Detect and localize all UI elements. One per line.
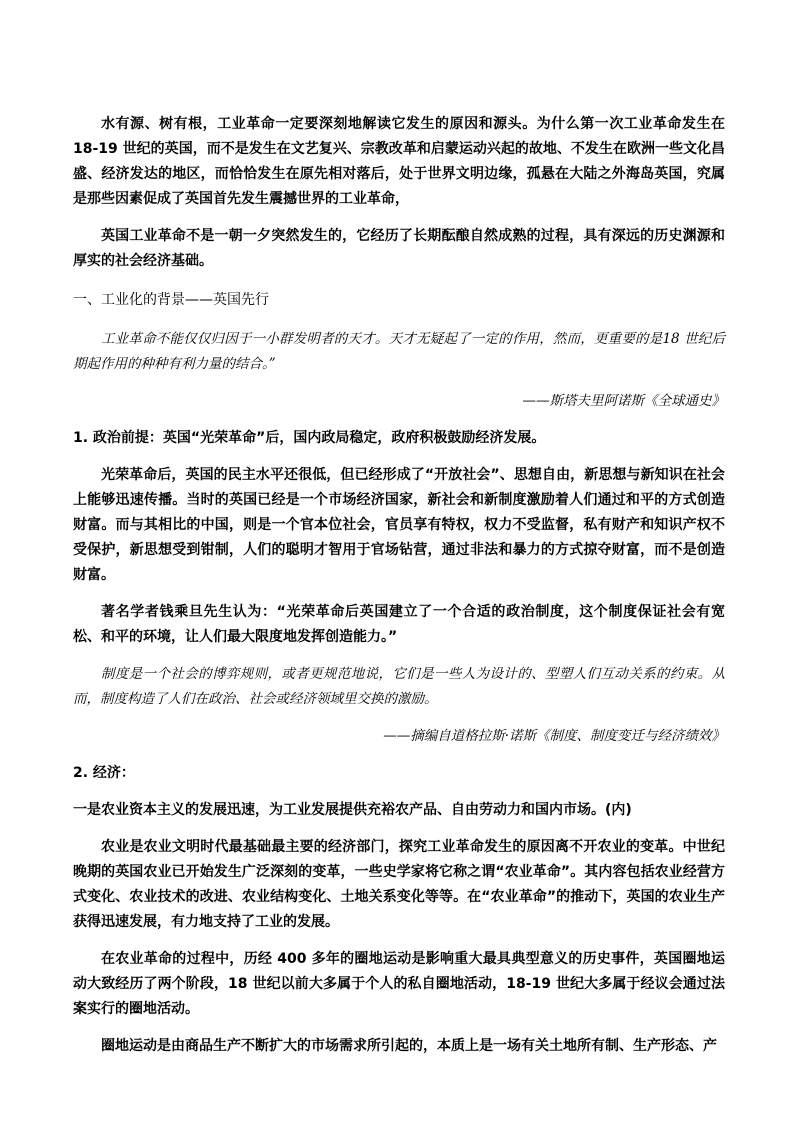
quote-stavrianos: 工业革命不能仅仅归因于一小群发明者的天才。天才无疑起了一定的作用，然而，更重要的是18 世纪后期起作用的种种有利力量的结合。” [73,331,725,372]
subheading-politics: 1. 政治前提：英国“光荣革命”后，国内政局稳定，政府积极鼓励经济发展。 [73,430,546,446]
document-body [73,112,725,1059]
paragraph-background: 英国工业革命不是一朝一夕突然发生的，它经历了长期酝酿自然成熟的过程，具有深远的历史渊源和厚实的社会经济基础。 [73,228,725,269]
quote-source-stavrianos: ——斯塔夫里阿诺斯《全球通史》 [522,393,725,409]
paragraph-enclosure: 在农业革命的过程中，历经 400 多年的圈地运动是影响重大最具典型意义的历史事件，英国圈地运动大致经历了两个阶段，18 世纪以前大多属于个人的私自圈地活动，18-19 世纪大多属于经议会通过法案实行的圈地活动。 [73,951,725,1017]
quote-north: 制度是一个社会的博弈规则，或者更规范地说，它们是一些人为设计的、型塑人们互动关系的约束。从而，制度构造了人们在政治、社会或经济领域里交换的激励。 [73,666,725,707]
paragraph-agriculture-point: 一是农业资本主义的发展迅速，为工业发展提供充裕农产品、自由劳动力和国内市场。(内) [73,802,632,818]
section-heading-1: 一、工业化的背景——英国先行 [73,292,269,308]
paragraph-qian-chengdan: 著名学者钱乘旦先生认为：“光荣革命后英国建立了一个合适的政治制度，这个制度保证社会有宽松、和平的环境，让人们最大限度地发挥创造能力。” [73,604,725,645]
paragraph-glorious-revolution: 光荣革命后，英国的民主水平还很低，但已经形成了“开放社会”、思想自由，新思想与新知识在社会上能够迅速传播。当时的英国已经是一个市场经济国家，新社会和新制度激励着人们通过和平的方式创造财富。而与其相比的中国，则是一个官本位社会，官员享有特权，权力不受监督，私有财产和知识产权不受保护，新思想受到钳制，人们的聪明才智用于官场钻营，通过非法和暴力的方式掠夺财富，而不是创造财富。 [73,467,725,583]
paragraph-agriculture: 农业是农业文明时代最基础最主要的经济部门，探究工业革命发生的原因离不开农业的变革。中世纪晚期的英国农业已开始发生广泛深刻的变革，一些史学家将它称之谓“农业革命”。其内容包括农业经营方式变化、农业技术的改进、农业结构变化、土地关系变化等等。在“农业革命”的推动下，英国的农业生产获得迅速发展，有力地支持了工业的发展。 [73,839,725,930]
paragraph-enclosure-nature: 圈地运动是由商品生产不断扩大的市场需求所引起的，本质上是一场有关土地所有制、生产形态、产 [101,1038,717,1054]
subheading-economy: 2. 经济： [73,765,135,781]
paragraph-intro: 水有源、树有根，工业革命一定要深刻地解读它发生的原因和源头。为什么第一次工业革命发生在18-19 世纪的英国，而不是发生在文艺复兴、宗教改革和启蒙运动兴起的故地、不发生在欧洲一些文化昌盛、经济发达的地区，而恰恰发生在原先相对落后，处于世界文明边缘，孤悬在大陆之外海岛英国，究属是那些因素促成了英国首先发生震撼世界的工业革命， [73,116,725,207]
quote-source-north: ——摘编自道格拉斯·诺斯《制度、制度变迁与经济绩效》 [383,728,725,744]
